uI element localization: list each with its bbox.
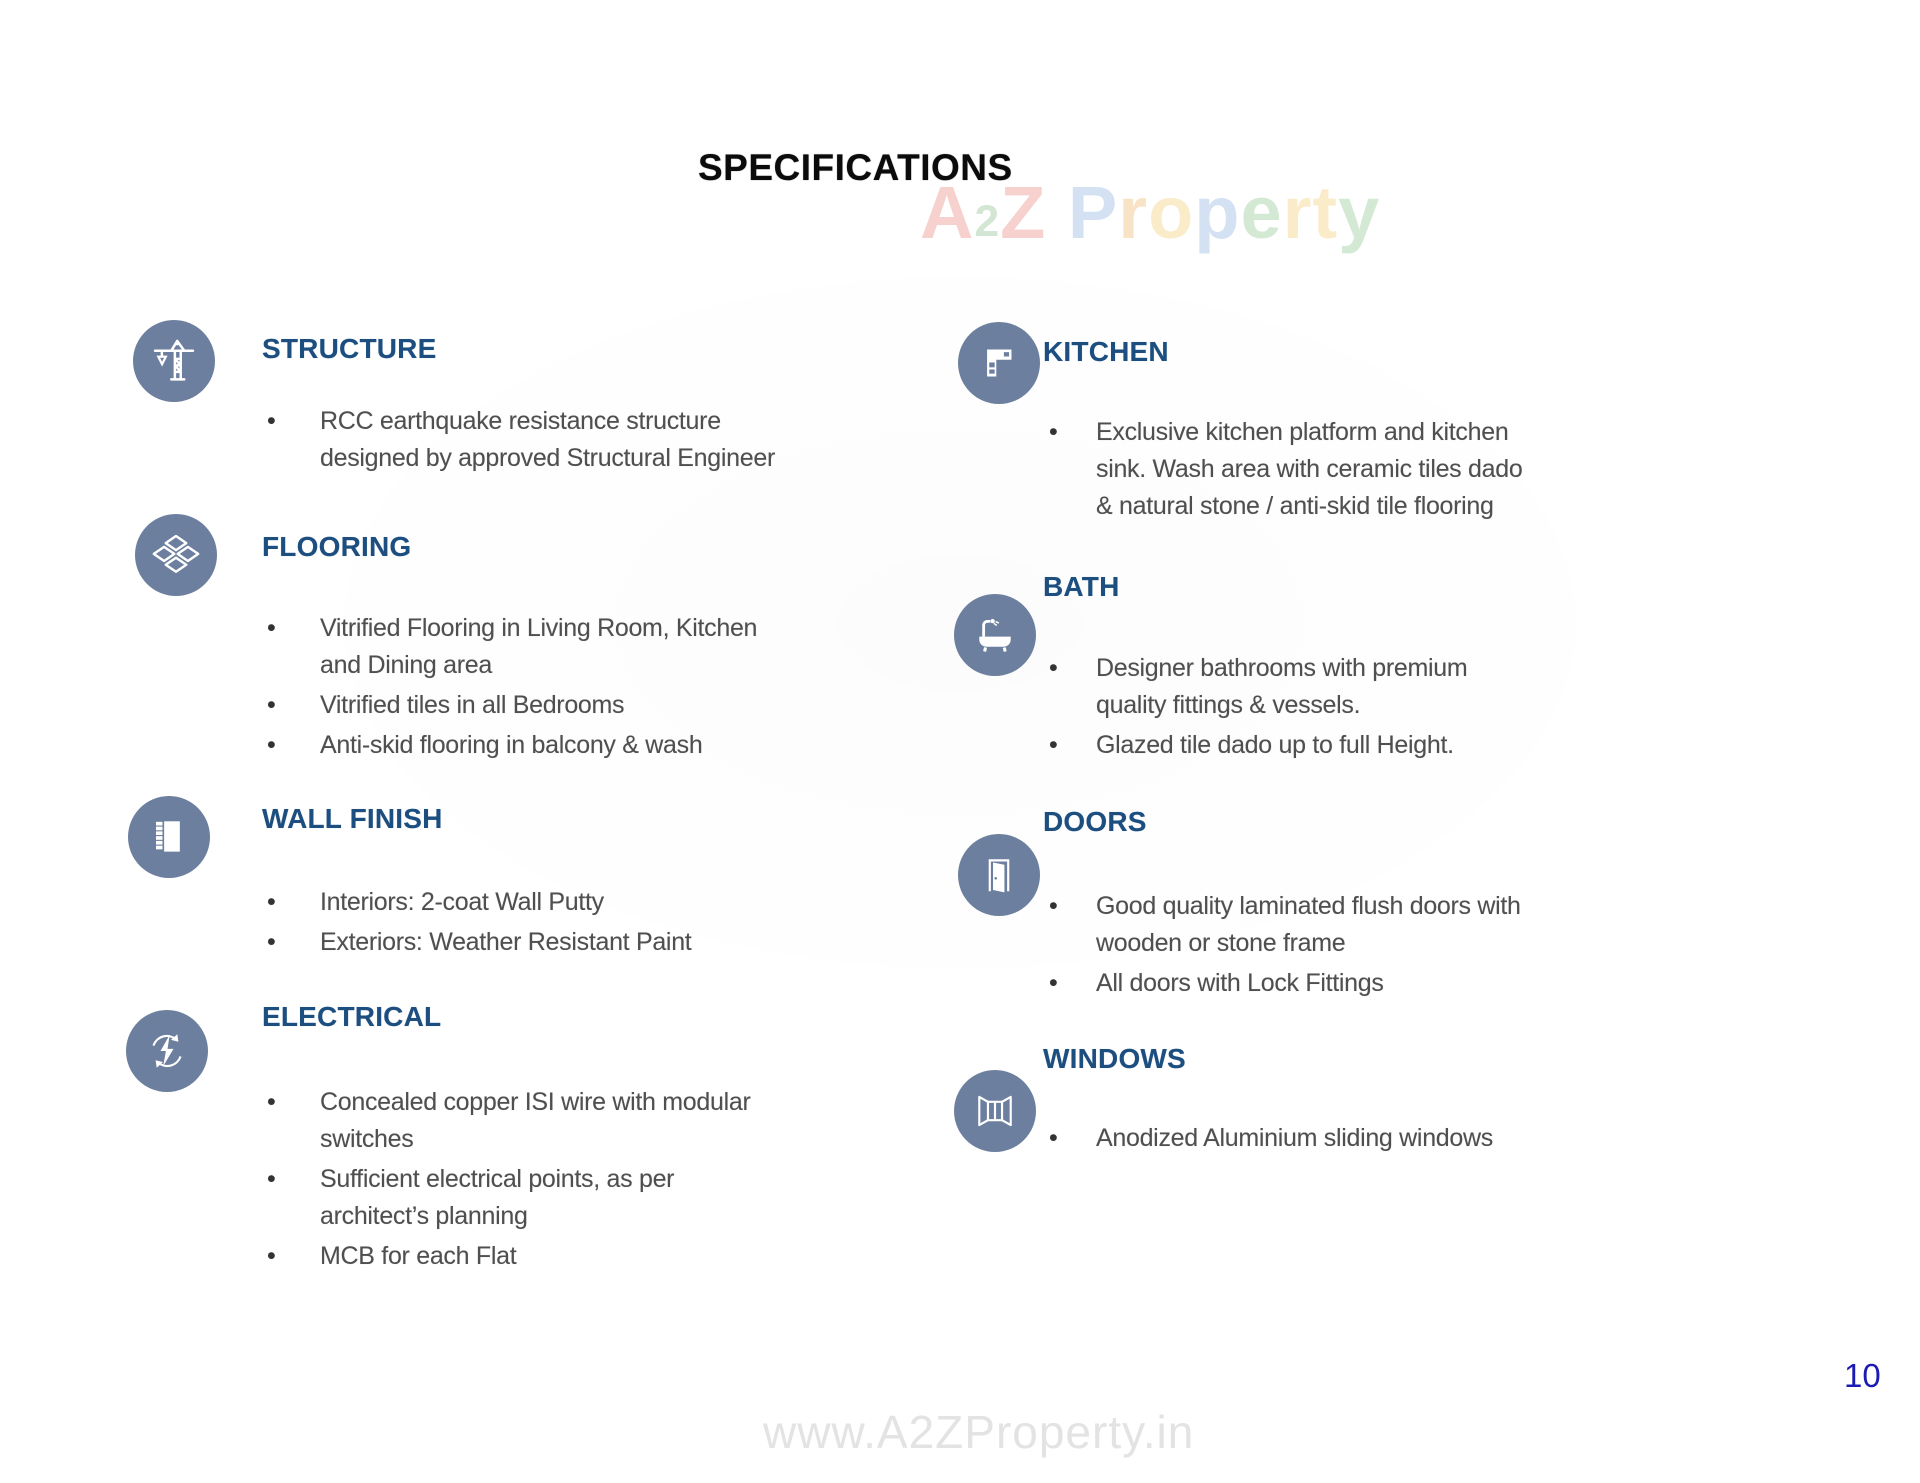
brand-watermark-letter: 2 xyxy=(974,197,1001,246)
crane-icon xyxy=(148,335,200,387)
bullet-list-doors xyxy=(1046,888,1541,1005)
bullet-item: • Interiors: 2-coat Wall Putty xyxy=(264,884,780,921)
page-number: 10 xyxy=(1844,1357,1881,1394)
wall-finish-icon-badge xyxy=(128,796,210,878)
bullet-item: • Sufficient electrical points, as per architect’s planning xyxy=(264,1161,780,1235)
bullet-item: • Concealed copper ISI wire with modular switches xyxy=(264,1084,780,1158)
bullet-list-kitchen xyxy=(1046,414,1541,528)
kitchen-icon-badge xyxy=(958,322,1040,404)
wall-bricks-icon xyxy=(143,811,195,863)
bullet-list-electrical xyxy=(264,1084,780,1278)
flooring-icon-badge xyxy=(135,514,217,596)
brand-watermark-letter: P xyxy=(1067,171,1119,254)
bathtub-icon xyxy=(969,609,1021,661)
bullet-item: • MCB for each Flat xyxy=(264,1238,780,1275)
section-heading-kitchen: KITCHEN xyxy=(1043,336,1169,367)
windows-icon-badge xyxy=(954,1070,1036,1152)
brand-watermark-letter: Z xyxy=(1000,171,1047,254)
brand-watermark-letter: e xyxy=(1240,171,1283,254)
bullet-item: • Vitrified tiles in all Bedrooms xyxy=(264,687,780,724)
structure-icon-badge xyxy=(133,320,215,402)
section-heading-flooring: FLOORING xyxy=(262,531,412,562)
section-heading-structure: STRUCTURE xyxy=(262,333,437,364)
bullet-list-windows xyxy=(1046,1120,1541,1160)
bullet-item: • Exteriors: Weather Resistant Paint xyxy=(264,924,780,961)
section-heading-windows: WINDOWS xyxy=(1043,1043,1186,1074)
section-heading-doors: DOORS xyxy=(1043,806,1147,837)
section-heading-wall-finish: WALL FINISH xyxy=(262,803,443,834)
brand-watermark-letter: A xyxy=(920,171,975,254)
electric-bolt-icon xyxy=(141,1025,193,1077)
doors-icon-badge xyxy=(958,834,1040,916)
bullet-list-bath xyxy=(1046,650,1541,767)
open-door-icon xyxy=(973,849,1025,901)
page-title: SPECIFICATIONS xyxy=(698,147,1013,188)
bullet-item: • Anti-skid flooring in balcony & wash xyxy=(264,727,780,764)
brand-watermark-letter: p xyxy=(1194,171,1241,254)
brand-watermark-letter: r xyxy=(1118,171,1149,254)
brand-watermark-letter xyxy=(1046,171,1068,254)
bullet-item: • Good quality laminated flush doors with wooden or stone frame xyxy=(1046,888,1541,962)
bullet-item: • Vitrified Flooring in Living Room, Kitchen and Dining area xyxy=(264,610,780,684)
bullet-item: • Anodized Aluminium sliding windows xyxy=(1046,1120,1541,1157)
brand-watermark-letter: o xyxy=(1148,171,1195,254)
electrical-icon-badge xyxy=(126,1010,208,1092)
bath-icon-badge xyxy=(954,594,1036,676)
bullet-item: • Exclusive kitchen platform and kitchen sink. Wash area with ceramic tiles dado & natural stone / anti-skid tile flooring xyxy=(1046,414,1541,525)
bullet-list-flooring xyxy=(264,610,780,767)
bullet-list-wall-finish xyxy=(264,884,780,964)
brand-watermark-letter: r xyxy=(1282,171,1313,254)
open-window-icon xyxy=(969,1085,1021,1137)
bullet-item: • RCC earthquake resistance structure designed by approved Structural Engineer xyxy=(264,403,780,477)
bullet-item: • Designer bathrooms with premium quality fittings & vessels. xyxy=(1046,650,1541,724)
brand-watermark-letter: t xyxy=(1312,171,1339,254)
brand-watermark-letter: y xyxy=(1338,171,1381,254)
section-heading-bath: BATH xyxy=(1043,571,1120,602)
kitchen-platform-icon xyxy=(973,337,1025,389)
section-heading-electrical: ELECTRICAL xyxy=(262,1001,442,1032)
bullet-item: • Glazed tile dado up to full Height. xyxy=(1046,727,1541,764)
bullet-list-structure xyxy=(264,403,780,480)
bullet-item: • All doors with Lock Fittings xyxy=(1046,965,1541,1002)
footer-url-watermark: www.A2ZProperty.in xyxy=(763,1406,1195,1458)
floor-tiles-icon xyxy=(150,529,202,581)
